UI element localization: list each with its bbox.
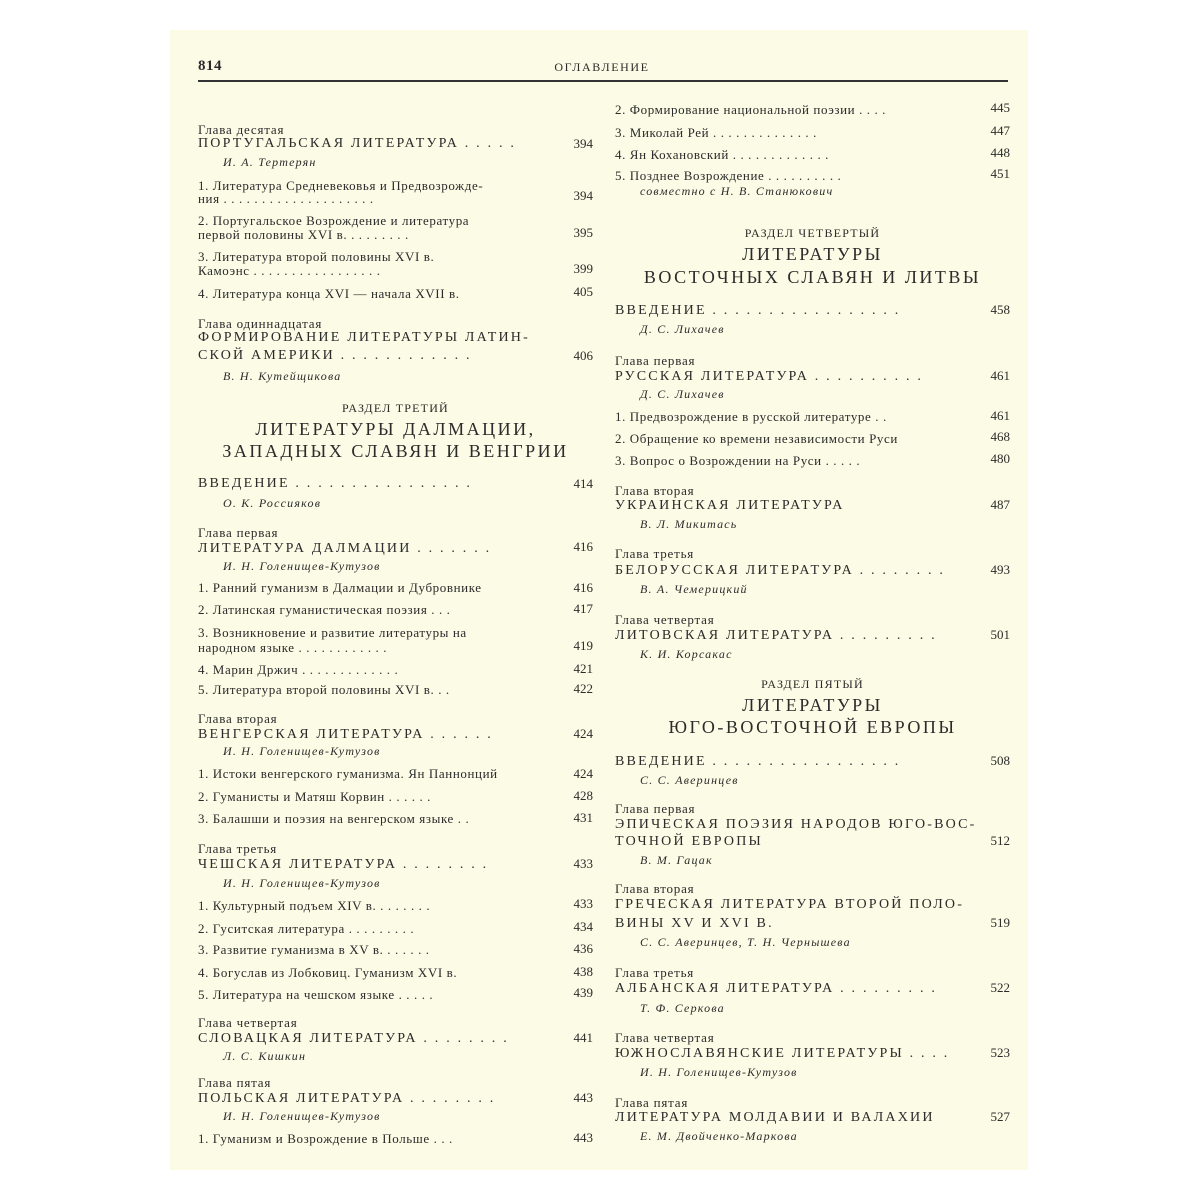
chapter-label: Глава третья	[615, 546, 695, 561]
chapter-author: Е. М. Двойченко-Маркова	[640, 1129, 798, 1143]
toc-item: 3. Развитие гуманизма в XV в. . . . . . .	[198, 942, 430, 957]
chapter-label: Глава первая	[615, 801, 696, 816]
toc-item-cont: народном языке . . . . . . . . . . . .	[198, 640, 388, 655]
toc-item-cont: первой половины XVI в. . . . . . . . .	[198, 227, 409, 242]
page-ref: 501	[990, 627, 1010, 642]
intro-title: ВВЕДЕНИЕ . . . . . . . . . . . . . . . . .	[615, 754, 901, 769]
page-ref: 395	[573, 225, 593, 240]
chapter-label: Глава вторая	[615, 881, 695, 896]
chapter-label: Глава первая	[615, 353, 696, 368]
chapter-author: С. С. Аверинцев, Т. Н. Чернышева	[640, 935, 851, 949]
page-ref: 522	[990, 980, 1010, 995]
chapter-author: И. Н. Голенищев-Кутузов	[223, 876, 381, 890]
toc-item-cont: ния . . . . . . . . . . . . . . . . . . . .	[198, 191, 374, 206]
header-rule	[198, 80, 1008, 82]
page-ref: 399	[573, 261, 593, 276]
page-ref: 448	[990, 145, 1010, 160]
page-ref: 445	[990, 100, 1010, 115]
toc-item: 4. Литература конца XVI — начала XVII в.	[198, 286, 460, 301]
page-ref: 443	[573, 1090, 593, 1105]
chapter-author: Т. Ф. Серкова	[640, 1001, 725, 1015]
page-ref: 434	[573, 919, 593, 934]
chapter-label: Глава одиннадцатая	[198, 316, 323, 331]
chapter-author: И. Н. Голенищев-Кутузов	[223, 744, 381, 758]
toc-item-cont: Камоэнс . . . . . . . . . . . . . . . . .	[198, 263, 381, 278]
chapter-title: СЛОВАЦКАЯ ЛИТЕРАТУРА . . . . . . . .	[198, 1031, 509, 1046]
page-ref: 424	[573, 726, 593, 741]
toc-item: 3. Миколай Рей . . . . . . . . . . . . . .	[615, 125, 817, 140]
page-header	[198, 58, 1006, 82]
section-title: ЛИТЕРАТУРЫ	[742, 695, 883, 715]
chapter-title: ЭПИЧЕСКАЯ ПОЭЗИЯ НАРОДОВ ЮГО-ВОС-	[615, 817, 977, 832]
chapter-label: Глава десятая	[198, 122, 285, 137]
chapter-label: Глава третья	[198, 841, 278, 856]
chapter-title: РУССКАЯ ЛИТЕРАТУРА . . . . . . . . . .	[615, 369, 924, 384]
toc-item: 4. Ян Кохановский . . . . . . . . . . . . .	[615, 147, 829, 162]
toc-item: 1. Предвозрождение в русской литературе . .	[615, 409, 887, 424]
chapter-label: Глава вторая	[198, 711, 278, 726]
chapter-title: БЕЛОРУССКАЯ ЛИТЕРАТУРА . . . . . . . .	[615, 563, 946, 578]
chapter-title: АЛБАНСКАЯ ЛИТЕРАТУРА . . . . . . . . .	[615, 981, 938, 996]
chapter-title: ЛИТОВСКАЯ ЛИТЕРАТУРА . . . . . . . . .	[615, 628, 937, 643]
chapter-title: ФОРМИРОВАНИЕ ЛИТЕРАТУРЫ ЛАТИН-	[198, 330, 530, 345]
toc-item: 5. Позднее Возрождение . . . . . . . . . .	[615, 168, 842, 183]
page-ref: 417	[573, 601, 593, 616]
page-ref: 421	[573, 661, 593, 676]
page-ref: 523	[990, 1045, 1010, 1060]
page-ref: 493	[990, 562, 1010, 577]
chapter-title: ЮЖНОСЛАВЯНСКИЕ ЛИТЕРАТУРЫ . . . .	[615, 1046, 950, 1061]
chapter-label: Глава пятая	[615, 1095, 689, 1110]
chapter-title: ВЕНГЕРСКАЯ ЛИТЕРАТУРА . . . . . .	[198, 727, 493, 742]
chapter-title-cont: СКОЙ АМЕРИКИ . . . . . . . . . . . .	[198, 348, 472, 363]
intro-author: О. К. Россияков	[223, 496, 322, 510]
section-title-cont: ЗАПАДНЫХ СЛАВЯН И ВЕНГРИИ	[222, 441, 569, 461]
page-ref: 527	[990, 1109, 1010, 1124]
page-ref: 419	[573, 638, 593, 653]
page-ref: 414	[573, 476, 593, 491]
toc-item: 5. Литература второй половины XVI в. . .	[198, 682, 450, 697]
chapter-title: ГРЕЧЕСКАЯ ЛИТЕРАТУРА ВТОРОЙ ПОЛО-	[615, 897, 965, 912]
chapter-author: В. Н. Кутейщикова	[223, 369, 342, 383]
chapter-title-cont: ТОЧНОЙ ЕВРОПЫ	[615, 834, 763, 849]
page-ref: 428	[573, 788, 593, 803]
section-title-cont: ВОСТОЧНЫХ СЛАВЯН И ЛИТВЫ	[643, 267, 982, 287]
chapter-label: Глава пятая	[198, 1075, 272, 1090]
chapter-author: В. А. Чемерицкий	[640, 582, 748, 596]
page-ref: 433	[573, 856, 593, 871]
page-ref: 424	[573, 766, 593, 781]
page-ref: 519	[990, 915, 1010, 930]
chapter-author: Д. С. Лихачев	[640, 387, 725, 401]
toc-item: 1. Культурный подъем XIV в. . . . . . . .	[198, 898, 431, 913]
toc-item: 2. Обращение ко времени независимости Руси	[615, 431, 898, 446]
toc-item: 2. Формирование национальной поэзии . . . .	[615, 102, 887, 117]
page-ref: 416	[573, 539, 593, 554]
chapter-label: Глава третья	[615, 965, 695, 980]
page-ref: 439	[573, 985, 593, 1000]
toc-item: 5. Литература на чешском языке . . . . .	[198, 987, 434, 1002]
page-ref: 443	[573, 1130, 593, 1145]
chapter-title: ЧЕШСКАЯ ЛИТЕРАТУРА . . . . . . . .	[198, 857, 489, 872]
toc-item: 2. Гуманисты и Матяш Корвин . . . . . .	[198, 789, 432, 804]
page-ref: 451	[990, 166, 1010, 181]
page-ref: 394	[573, 188, 593, 203]
toc-item: 2. Португальское Возрождение и литература	[198, 213, 470, 228]
chapter-label: Глава вторая	[615, 483, 695, 498]
page-ref: 468	[990, 429, 1010, 444]
page-ref: 480	[990, 451, 1010, 466]
item-author: совместно с Н. В. Станюкович	[640, 184, 834, 198]
running-head: ОГЛАВЛЕНИЕ	[554, 60, 650, 74]
toc-item: 2. Латинская гуманистическая поэзия . . .	[198, 602, 451, 617]
chapter-title: ПОЛЬСКАЯ ЛИТЕРАТУРА . . . . . . . .	[198, 1091, 496, 1106]
page-ref: 438	[573, 964, 593, 979]
intro-author: С. С. Аверинцев	[640, 773, 739, 787]
page-ref: 416	[573, 580, 593, 595]
toc-item: 4. Марин Држич . . . . . . . . . . . . .	[198, 662, 399, 677]
chapter-author: К. И. Корсакас	[640, 647, 733, 661]
toc-item: 1. Литература Средневековья и Предвозрожде-	[198, 178, 484, 193]
chapter-author: И. Н. Голенищев-Кутузов	[223, 559, 381, 573]
section-title: ЛИТЕРАТУРЫ	[742, 244, 883, 264]
chapter-author: И. Н. Голенищев-Кутузов	[640, 1065, 798, 1079]
toc-item: 3. Возникновение и развитие литературы на	[198, 625, 467, 640]
section-label: РАЗДЕЛ ТРЕТИЙ	[342, 401, 449, 415]
chapter-author: И. Н. Голенищев-Кутузов	[223, 1109, 381, 1123]
toc-item: 2. Гуситская литература . . . . . . . . .	[198, 921, 415, 936]
page-ref: 405	[573, 284, 593, 299]
toc-item: 1. Гуманизм и Возрождение в Польше . . .	[198, 1131, 453, 1146]
intro-title: ВВЕДЕНИЕ . . . . . . . . . . . . . . . . .	[615, 303, 901, 318]
page-ref: 461	[990, 368, 1010, 383]
page-ref: 431	[573, 810, 593, 825]
page-ref: 433	[573, 896, 593, 911]
section-label: РАЗДЕЛ ПЯТЫЙ	[761, 677, 864, 691]
chapter-title: ЛИТЕРАТУРА ДАЛМАЦИИ . . . . . . .	[198, 541, 492, 556]
chapter-label: Глава четвертая	[615, 1030, 715, 1045]
intro-author: Д. С. Лихачев	[640, 322, 725, 336]
page-number: 814	[198, 58, 222, 74]
section-title-cont: ЮГО-ВОСТОЧНОЙ ЕВРОПЫ	[668, 717, 957, 737]
toc-item: 1. Ранний гуманизм в Далмации и Дубровнике	[198, 580, 482, 595]
page-ref: 422	[573, 681, 593, 696]
page-ref: 447	[990, 123, 1010, 138]
chapter-title-cont: ВИНЫ XV И XVI В.	[615, 916, 774, 931]
chapter-label: Глава четвертая	[198, 1015, 298, 1030]
chapter-author: В. Л. Микитась	[640, 517, 738, 531]
chapter-author: И. А. Тертерян	[223, 155, 317, 169]
chapter-title: ЛИТЕРАТУРА МОЛДАВИИ И ВАЛАХИИ	[615, 1110, 935, 1125]
page-ref: 436	[573, 941, 593, 956]
toc-item: 1. Истоки венгерского гуманизма. Ян Паннонций	[198, 766, 498, 781]
toc-item: 4. Богуслав из Лобковиц. Гуманизм XVI в.	[198, 965, 458, 980]
page-ref: 406	[573, 348, 593, 363]
section-label: РАЗДЕЛ ЧЕТВЕРТЫЙ	[744, 226, 881, 240]
page-ref: 394	[573, 136, 593, 151]
page-ref: 441	[573, 1030, 593, 1045]
chapter-title: ПОРТУГАЛЬСКАЯ ЛИТЕРАТУРА . . . . .	[198, 136, 517, 151]
chapter-author: Л. С. Кишкин	[223, 1049, 307, 1063]
page-ref: 487	[990, 497, 1010, 512]
toc-item: 3. Литература второй половины XVI в.	[198, 249, 435, 264]
page-ref: 512	[990, 833, 1010, 848]
chapter-title: УКРАИНСКАЯ ЛИТЕРАТУРА	[615, 498, 845, 513]
chapter-label: Глава четвертая	[615, 612, 715, 627]
chapter-label: Глава первая	[198, 525, 279, 540]
page-ref: 508	[990, 753, 1010, 768]
toc-item: 3. Вопрос о Возрождении на Руси . . . . .	[615, 453, 861, 468]
section-title: ЛИТЕРАТУРЫ ДАЛМАЦИИ,	[255, 419, 536, 439]
chapter-author: В. М. Гацак	[640, 853, 713, 867]
page-ref: 458	[990, 302, 1010, 317]
toc-item: 3. Балашши и поэзия на венгерском языке . .	[198, 811, 470, 826]
page-ref: 461	[990, 408, 1010, 423]
book-page	[170, 30, 1028, 1170]
intro-title: ВВЕДЕНИЕ . . . . . . . . . . . . . . . .	[198, 476, 473, 491]
